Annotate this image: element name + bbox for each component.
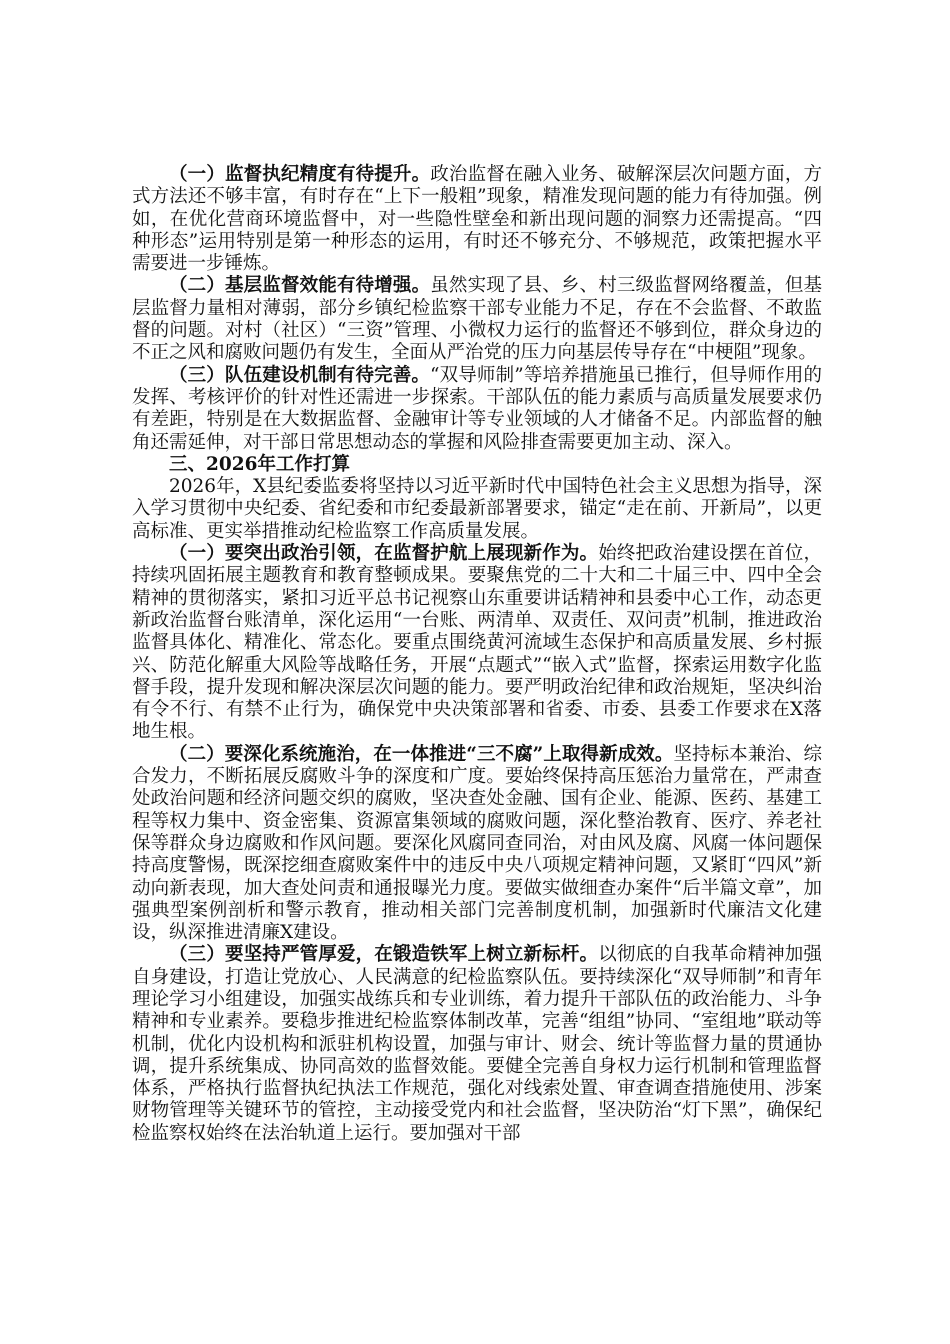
paragraph-supervision-precision <box>132 164 822 275</box>
paragraph-strict-management <box>132 944 822 1145</box>
paragraph-body: 政治监督在融入业务、破解深层次问题方面，方式方法还不够丰富，有时存在“上下一般粗”现象，精准发现问题的能力有待加强。例如，在优化营商环境监督中，对一些隐性壁垒和新出现问题的洞察力还需提高。“四种形态”运用特别是第一种形态的运用，有时还不够充分、不够规范，政策把握水平需要进一步锤炼。 <box>132 164 822 275</box>
paragraph-lead: （三）队伍建设机制有待完善。 <box>169 364 431 386</box>
paragraph-intro: 2026年，X县纪委监委将坚持以习近平新时代中国特色社会主义思想为指导，深入学习贯彻中央纪委、省纪委和市纪委最新部署要求，锚定“走在前、开新局”，以更高标准、更实举措推动纪检监察工作高质量发展。 <box>132 476 822 542</box>
paragraph-body: 虽然实现了县、乡、村三级监督网络覆盖，但基层监督力量相对薄弱，部分乡镇纪检监察干部专业能力不足，存在不会监督、不敢监督的问题。对村（社区）“三资”管理、小微权力运行的监督还不够到位，群众身边的不正之风和腐败问题仍有发生，全面从严治党的压力向基层传导存在“中梗阻”现象。 <box>132 275 822 364</box>
paragraph-lead: （一）监督执纪精度有待提升。 <box>169 164 431 185</box>
paragraph-body: 始终把政治建设摆在首位，持续巩固拓展主题教育和教育整顿成果。要聚焦党的二十大和二十届三中、四中全会精神的贯彻落实，紧扣习近平总书记视察山东重要讲话精神和县委中心工作，动态更新政治监督台账清单，深化运用“一台账、两清单、双责任、双问责”机制，推进政治监督具体化、精准化、常态化。要重点围绕黄河流域生态保护和高质量发展、乡村振兴、防范化解重大风险等战略任务，开展“点题式”“嵌入式”监督，探索运用数字化监督手段，提升发现和解决深层次问题的能力。要严明政治纪律和政治规矩，坚决纠治有令不行、有禁不止行为，确保党中央决策部署和省委、市委、县委工作要求在X落地生根。 <box>132 543 822 743</box>
paragraph-grassroots-effectiveness <box>132 275 822 364</box>
paragraph-lead: （一）要突出政治引领，在监督护航上展现新作为。 <box>169 543 599 565</box>
paragraph-body: 坚持标本兼治、综合发力，不断拓展反腐败斗争的深度和广度。要始终保持高压惩治力量常在，严肃查处政治问题和经济问题交织的腐败，坚决查处金融、国有企业、能源、医药、基建工程等权力集中、资金密集、资源富集领域的腐败问题，深化整治教育、医疗、养老社保等群众身边腐败和作风问题。要深化风腐同查同治，对由风及腐、风腐一体问题保持高度警惕，既深挖细查腐败案件中的违反中央八项规定精神问题，又紧盯“四风”新动向新表现，加大查处问责和通报曝光力度。要做实做细查办案件“后半篇文章”，加强典型案例剖析和警示教育，推动相关部门完善制度机制，加强新时代廉洁文化建设，纵深推进清廉X建设。 <box>132 743 822 944</box>
paragraph-lead: （二）要深化系统施治，在一体推进“三不腐”上取得新成效。 <box>169 743 674 765</box>
paragraph-body: “双导师制”等培养措施虽已推行，但导师作用的发挥、考核评价的针对性还需进一步探索。干部队伍的能力素质与高质量发展要求仍有差距，特别是在大数据监督、金融审计等专业领域的人才储备不足。内部监督的触角还需延伸，对干部日常思想动态的掌握和风险排查需要更加主动、深入。 <box>132 364 822 453</box>
paragraph-team-building <box>132 365 822 454</box>
document-page <box>132 164 822 1145</box>
section-heading-work-plan: 三、2026年工作打算 <box>169 453 350 475</box>
paragraph-lead: （二）基层监督效能有待增强。 <box>169 275 431 297</box>
paragraph-body: 以彻底的自我革命精神加强自身建设，打造让党放心、人民满意的纪检监察队伍。要持续深化“双导师制”和青年理论学习小组建设，加强实战练兵和专业训练，着力提升干部队伍的政治能力、斗争精神和专业素养。要稳步推进纪检监察体制改革，完善“组组”协同、“室组地”联动等机制，优化内设机构和派驻机构设置，加强与审计、财会、统计等监督力量的贯通协调，提升系统集成、协同高效的监督效能。要健全完善自身权力运行机制和管理监督体系，严格执行监督执纪执法工作规范，强化对线索处置、审查调查措施使用、涉案财物管理等关键环节的管控，主动接受党内和社会监督，坚决防治“灯下黑”，确保纪检监察权始终在法治轨道上运行。要加强对干部 <box>132 944 822 1144</box>
paragraph-lead: （三）要坚持严管厚爱，在锻造铁军上树立新标杆。 <box>169 944 599 966</box>
paragraph-political-guidance <box>132 543 822 744</box>
paragraph-systemic-governance <box>132 744 822 945</box>
